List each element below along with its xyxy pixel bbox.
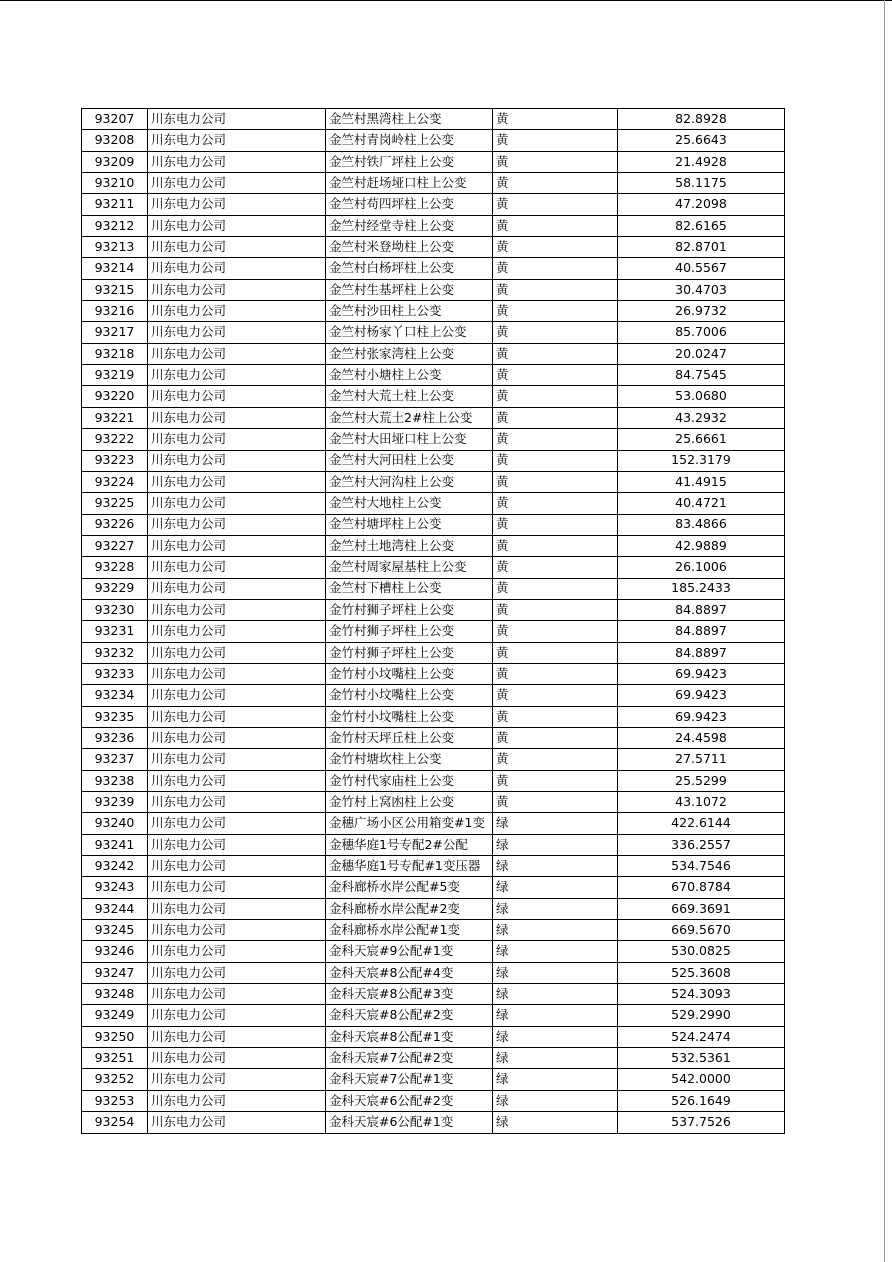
transformer-name-cell: 金竹村狮子坪柱上公变 xyxy=(326,621,493,642)
table-row xyxy=(82,1069,785,1090)
status-color-cell: 黄 xyxy=(493,237,618,258)
company-cell: 川东电力公司 xyxy=(148,898,326,919)
id-cell: 93248 xyxy=(82,984,148,1005)
transformer-name-cell: 金竺村土地湾柱上公变 xyxy=(326,535,493,556)
company-cell: 川东电力公司 xyxy=(148,706,326,727)
value-cell: 525.3608 xyxy=(618,962,785,983)
status-color-cell: 黄 xyxy=(493,343,618,364)
value-cell: 152.3179 xyxy=(618,450,785,471)
transformer-name-cell: 金竹村塘坎柱上公变 xyxy=(326,749,493,770)
transformer-name-cell: 金竺村小塘柱上公变 xyxy=(326,365,493,386)
value-cell: 42.9889 xyxy=(618,535,785,556)
id-cell: 93213 xyxy=(82,237,148,258)
status-color-cell: 黄 xyxy=(493,642,618,663)
table-row xyxy=(82,1090,785,1111)
status-color-cell: 黄 xyxy=(493,194,618,215)
table-row xyxy=(82,365,785,386)
id-cell: 93236 xyxy=(82,727,148,748)
company-cell: 川东电力公司 xyxy=(148,386,326,407)
table-row xyxy=(82,471,785,492)
transformer-name-cell: 金穗华庭1号专配2#公配 xyxy=(326,834,493,855)
company-cell: 川东电力公司 xyxy=(148,920,326,941)
status-color-cell: 黄 xyxy=(493,557,618,578)
transformer-name-cell: 金竺村大荒土柱上公变 xyxy=(326,386,493,407)
status-color-cell: 黄 xyxy=(493,407,618,428)
status-color-cell: 绿 xyxy=(493,984,618,1005)
transformer-name-cell: 金科天宸#9公配#1变 xyxy=(326,941,493,962)
status-color-cell: 黄 xyxy=(493,258,618,279)
company-cell: 川东电力公司 xyxy=(148,215,326,236)
table-row xyxy=(82,237,785,258)
table-row xyxy=(82,130,785,151)
id-cell: 93217 xyxy=(82,322,148,343)
id-cell: 93247 xyxy=(82,962,148,983)
id-cell: 93222 xyxy=(82,429,148,450)
status-color-cell: 黄 xyxy=(493,151,618,172)
transformer-name-cell: 金科廊桥水岸公配#5变 xyxy=(326,877,493,898)
company-cell: 川东电力公司 xyxy=(148,407,326,428)
table-row xyxy=(82,450,785,471)
status-color-cell: 黄 xyxy=(493,685,618,706)
company-cell: 川东电力公司 xyxy=(148,599,326,620)
transformer-name-cell: 金竺村张家湾柱上公变 xyxy=(326,343,493,364)
status-color-cell: 黄 xyxy=(493,578,618,599)
table-row xyxy=(82,301,785,322)
value-cell: 336.2557 xyxy=(618,834,785,855)
status-color-cell: 黄 xyxy=(493,749,618,770)
company-cell: 川东电力公司 xyxy=(148,322,326,343)
table-row xyxy=(82,813,785,834)
company-cell: 川东电力公司 xyxy=(148,663,326,684)
table-row xyxy=(82,727,785,748)
status-color-cell: 黄 xyxy=(493,109,618,130)
table-row xyxy=(82,429,785,450)
value-cell: 524.3093 xyxy=(618,984,785,1005)
status-color-cell: 黄 xyxy=(493,322,618,343)
status-color-cell: 黄 xyxy=(493,279,618,300)
status-color-cell: 黄 xyxy=(493,386,618,407)
value-cell: 534.7546 xyxy=(618,856,785,877)
transformer-name-cell: 金竺村大地柱上公变 xyxy=(326,493,493,514)
id-cell: 93251 xyxy=(82,1048,148,1069)
id-cell: 93221 xyxy=(82,407,148,428)
value-cell: 69.9423 xyxy=(618,706,785,727)
status-color-cell: 黄 xyxy=(493,792,618,813)
company-cell: 川东电力公司 xyxy=(148,514,326,535)
id-cell: 93216 xyxy=(82,301,148,322)
company-cell: 川东电力公司 xyxy=(148,685,326,706)
id-cell: 93235 xyxy=(82,706,148,727)
status-color-cell: 绿 xyxy=(493,877,618,898)
company-cell: 川东电力公司 xyxy=(148,493,326,514)
table-row xyxy=(82,1026,785,1047)
table-row xyxy=(82,941,785,962)
company-cell: 川东电力公司 xyxy=(148,962,326,983)
transformer-name-cell: 金穗广场小区公用箱变#1变 xyxy=(326,813,493,834)
table-row xyxy=(82,770,785,791)
value-cell: 82.8701 xyxy=(618,237,785,258)
id-cell: 93241 xyxy=(82,834,148,855)
status-color-cell: 绿 xyxy=(493,834,618,855)
status-color-cell: 绿 xyxy=(493,813,618,834)
status-color-cell: 黄 xyxy=(493,429,618,450)
value-cell: 84.8897 xyxy=(618,642,785,663)
transformer-name-cell: 金竺村下槽柱上公变 xyxy=(326,578,493,599)
company-cell: 川东电力公司 xyxy=(148,877,326,898)
value-cell: 529.2990 xyxy=(618,1005,785,1026)
id-cell: 93215 xyxy=(82,279,148,300)
company-cell: 川东电力公司 xyxy=(148,279,326,300)
id-cell: 93232 xyxy=(82,642,148,663)
transformer-name-cell: 金科天宸#8公配#3变 xyxy=(326,984,493,1005)
id-cell: 93237 xyxy=(82,749,148,770)
value-cell: 21.4928 xyxy=(618,151,785,172)
id-cell: 93212 xyxy=(82,215,148,236)
table-row xyxy=(82,877,785,898)
id-cell: 93244 xyxy=(82,898,148,919)
table-row xyxy=(82,407,785,428)
id-cell: 93225 xyxy=(82,493,148,514)
id-cell: 93230 xyxy=(82,599,148,620)
id-cell: 93243 xyxy=(82,877,148,898)
id-cell: 93246 xyxy=(82,941,148,962)
value-cell: 84.8897 xyxy=(618,621,785,642)
transformer-name-cell: 金科天宸#6公配#2变 xyxy=(326,1090,493,1111)
company-cell: 川东电力公司 xyxy=(148,813,326,834)
status-color-cell: 黄 xyxy=(493,130,618,151)
company-cell: 川东电力公司 xyxy=(148,1112,326,1133)
id-cell: 93231 xyxy=(82,621,148,642)
transformer-name-cell: 金科天宸#7公配#1变 xyxy=(326,1069,493,1090)
transformer-name-cell: 金科天宸#8公配#2变 xyxy=(326,1005,493,1026)
transformer-name-cell: 金竺村大田垭口柱上公变 xyxy=(326,429,493,450)
company-cell: 川东电力公司 xyxy=(148,130,326,151)
value-cell: 670.8784 xyxy=(618,877,785,898)
company-cell: 川东电力公司 xyxy=(148,258,326,279)
transformer-name-cell: 金竺村周家屋基柱上公变 xyxy=(326,557,493,578)
company-cell: 川东电力公司 xyxy=(148,1090,326,1111)
company-cell: 川东电力公司 xyxy=(148,301,326,322)
transformer-name-cell: 金竺村杨家丫口柱上公变 xyxy=(326,322,493,343)
value-cell: 526.1649 xyxy=(618,1090,785,1111)
transformer-name-cell: 金竺村沙田柱上公变 xyxy=(326,301,493,322)
table-row xyxy=(82,514,785,535)
value-cell: 69.9423 xyxy=(618,685,785,706)
table-row xyxy=(82,173,785,194)
transformer-name-cell: 金科廊桥水岸公配#1变 xyxy=(326,920,493,941)
id-cell: 93233 xyxy=(82,663,148,684)
transformer-name-cell: 金竺村大河田柱上公变 xyxy=(326,450,493,471)
id-cell: 93220 xyxy=(82,386,148,407)
value-cell: 41.4915 xyxy=(618,471,785,492)
company-cell: 川东电力公司 xyxy=(148,429,326,450)
data-table xyxy=(81,108,785,1134)
company-cell: 川东电力公司 xyxy=(148,450,326,471)
value-cell: 669.5670 xyxy=(618,920,785,941)
table-row xyxy=(82,386,785,407)
table-row xyxy=(82,599,785,620)
value-cell: 84.7545 xyxy=(618,365,785,386)
transformer-name-cell: 金竺村米登坳柱上公变 xyxy=(326,237,493,258)
table-row xyxy=(82,151,785,172)
value-cell: 47.2098 xyxy=(618,194,785,215)
table-row xyxy=(82,834,785,855)
company-cell: 川东电力公司 xyxy=(148,642,326,663)
value-cell: 542.0000 xyxy=(618,1069,785,1090)
transformer-name-cell: 金竺村塘坪柱上公变 xyxy=(326,514,493,535)
value-cell: 25.5299 xyxy=(618,770,785,791)
transformer-name-cell: 金竹村小坟嘴柱上公变 xyxy=(326,663,493,684)
value-cell: 53.0680 xyxy=(618,386,785,407)
table-row xyxy=(82,749,785,770)
id-cell: 93250 xyxy=(82,1026,148,1047)
company-cell: 川东电力公司 xyxy=(148,1026,326,1047)
id-cell: 93254 xyxy=(82,1112,148,1133)
value-cell: 43.2932 xyxy=(618,407,785,428)
transformer-name-cell: 金竹村小坟嘴柱上公变 xyxy=(326,706,493,727)
transformer-name-cell: 金竹村上窝凼柱上公变 xyxy=(326,792,493,813)
company-cell: 川东电力公司 xyxy=(148,151,326,172)
status-color-cell: 绿 xyxy=(493,1026,618,1047)
company-cell: 川东电力公司 xyxy=(148,1048,326,1069)
status-color-cell: 黄 xyxy=(493,621,618,642)
company-cell: 川东电力公司 xyxy=(148,1069,326,1090)
value-cell: 84.8897 xyxy=(618,599,785,620)
transformer-name-cell: 金竺村白杨坪柱上公变 xyxy=(326,258,493,279)
table-row xyxy=(82,215,785,236)
id-cell: 93227 xyxy=(82,535,148,556)
transformer-name-cell: 金穗华庭1号专配#1变压器 xyxy=(326,856,493,877)
table-row xyxy=(82,279,785,300)
id-cell: 93242 xyxy=(82,856,148,877)
table-row xyxy=(82,578,785,599)
table-row xyxy=(82,493,785,514)
status-color-cell: 黄 xyxy=(493,365,618,386)
transformer-name-cell: 金竺村苟四坪柱上公变 xyxy=(326,194,493,215)
value-cell: 43.1072 xyxy=(618,792,785,813)
status-color-cell: 绿 xyxy=(493,1005,618,1026)
id-cell: 93224 xyxy=(82,471,148,492)
id-cell: 93210 xyxy=(82,173,148,194)
table-row xyxy=(82,898,785,919)
value-cell: 537.7526 xyxy=(618,1112,785,1133)
table-row xyxy=(82,258,785,279)
status-color-cell: 黄 xyxy=(493,471,618,492)
id-cell: 93214 xyxy=(82,258,148,279)
value-cell: 530.0825 xyxy=(618,941,785,962)
status-color-cell: 绿 xyxy=(493,1112,618,1133)
table-row xyxy=(82,1048,785,1069)
transformer-name-cell: 金竺村生基坪柱上公变 xyxy=(326,279,493,300)
value-cell: 82.8928 xyxy=(618,109,785,130)
table-row xyxy=(82,322,785,343)
value-cell: 83.4866 xyxy=(618,514,785,535)
status-color-cell: 黄 xyxy=(493,770,618,791)
table-row xyxy=(82,920,785,941)
transformer-name-cell: 金竹村天坪丘柱上公变 xyxy=(326,727,493,748)
value-cell: 27.5711 xyxy=(618,749,785,770)
status-color-cell: 黄 xyxy=(493,706,618,727)
status-color-cell: 绿 xyxy=(493,1069,618,1090)
company-cell: 川东电力公司 xyxy=(148,343,326,364)
company-cell: 川东电力公司 xyxy=(148,984,326,1005)
status-color-cell: 黄 xyxy=(493,173,618,194)
company-cell: 川东电力公司 xyxy=(148,834,326,855)
value-cell: 524.2474 xyxy=(618,1026,785,1047)
id-cell: 93209 xyxy=(82,151,148,172)
status-color-cell: 黄 xyxy=(493,599,618,620)
table-row xyxy=(82,856,785,877)
value-cell: 40.4721 xyxy=(618,493,785,514)
status-color-cell: 黄 xyxy=(493,663,618,684)
status-color-cell: 黄 xyxy=(493,727,618,748)
page-right-edge xyxy=(884,0,885,1262)
id-cell: 93240 xyxy=(82,813,148,834)
id-cell: 93249 xyxy=(82,1005,148,1026)
value-cell: 185.2433 xyxy=(618,578,785,599)
status-color-cell: 黄 xyxy=(493,301,618,322)
company-cell: 川东电力公司 xyxy=(148,749,326,770)
table-row xyxy=(82,1005,785,1026)
status-color-cell: 黄 xyxy=(493,450,618,471)
transformer-name-cell: 金竺村赶场垭口柱上公变 xyxy=(326,173,493,194)
id-cell: 93229 xyxy=(82,578,148,599)
table-body xyxy=(82,109,785,1134)
table-row xyxy=(82,343,785,364)
status-color-cell: 绿 xyxy=(493,1090,618,1111)
id-cell: 93226 xyxy=(82,514,148,535)
company-cell: 川东电力公司 xyxy=(148,770,326,791)
company-cell: 川东电力公司 xyxy=(148,194,326,215)
company-cell: 川东电力公司 xyxy=(148,237,326,258)
status-color-cell: 绿 xyxy=(493,941,618,962)
company-cell: 川东电力公司 xyxy=(148,365,326,386)
transformer-name-cell: 金竺村大河沟柱上公变 xyxy=(326,471,493,492)
transformer-name-cell: 金竹村小坟嘴柱上公变 xyxy=(326,685,493,706)
table-row xyxy=(82,109,785,130)
transformer-name-cell: 金竹村狮子坪柱上公变 xyxy=(326,599,493,620)
company-cell: 川东电力公司 xyxy=(148,557,326,578)
company-cell: 川东电力公司 xyxy=(148,173,326,194)
transformer-name-cell: 金科天宸#8公配#1变 xyxy=(326,1026,493,1047)
status-color-cell: 黄 xyxy=(493,493,618,514)
table-row xyxy=(82,706,785,727)
company-cell: 川东电力公司 xyxy=(148,941,326,962)
table-row xyxy=(82,621,785,642)
value-cell: 20.0247 xyxy=(618,343,785,364)
company-cell: 川东电力公司 xyxy=(148,535,326,556)
table-row xyxy=(82,642,785,663)
transformer-name-cell: 金科天宸#7公配#2变 xyxy=(326,1048,493,1069)
id-cell: 93208 xyxy=(82,130,148,151)
company-cell: 川东电力公司 xyxy=(148,1005,326,1026)
value-cell: 422.6144 xyxy=(618,813,785,834)
company-cell: 川东电力公司 xyxy=(148,621,326,642)
value-cell: 26.1006 xyxy=(618,557,785,578)
value-cell: 669.3691 xyxy=(618,898,785,919)
id-cell: 93219 xyxy=(82,365,148,386)
status-color-cell: 绿 xyxy=(493,856,618,877)
table-row xyxy=(82,792,785,813)
transformer-name-cell: 金竺村黑湾柱上公变 xyxy=(326,109,493,130)
company-cell: 川东电力公司 xyxy=(148,578,326,599)
value-cell: 25.6661 xyxy=(618,429,785,450)
table-row xyxy=(82,1112,785,1133)
page-top-rule xyxy=(0,0,892,1)
value-cell: 25.6643 xyxy=(618,130,785,151)
company-cell: 川东电力公司 xyxy=(148,856,326,877)
value-cell: 30.4703 xyxy=(618,279,785,300)
table-row xyxy=(82,557,785,578)
value-cell: 69.9423 xyxy=(618,663,785,684)
status-color-cell: 黄 xyxy=(493,535,618,556)
table-row xyxy=(82,535,785,556)
table-row xyxy=(82,663,785,684)
transformer-name-cell: 金科廊桥水岸公配#2变 xyxy=(326,898,493,919)
id-cell: 93218 xyxy=(82,343,148,364)
value-cell: 532.5361 xyxy=(618,1048,785,1069)
id-cell: 93228 xyxy=(82,557,148,578)
id-cell: 93223 xyxy=(82,450,148,471)
status-color-cell: 绿 xyxy=(493,898,618,919)
table-row xyxy=(82,962,785,983)
transformer-name-cell: 金科天宸#8公配#4变 xyxy=(326,962,493,983)
status-color-cell: 绿 xyxy=(493,962,618,983)
value-cell: 26.9732 xyxy=(618,301,785,322)
transformer-name-cell: 金竺村经堂寺柱上公变 xyxy=(326,215,493,236)
id-cell: 93238 xyxy=(82,770,148,791)
value-cell: 85.7006 xyxy=(618,322,785,343)
table-row xyxy=(82,685,785,706)
id-cell: 93234 xyxy=(82,685,148,706)
id-cell: 93211 xyxy=(82,194,148,215)
id-cell: 93253 xyxy=(82,1090,148,1111)
value-cell: 58.1175 xyxy=(618,173,785,194)
transformer-name-cell: 金竹村狮子坪柱上公变 xyxy=(326,642,493,663)
value-cell: 82.6165 xyxy=(618,215,785,236)
company-cell: 川东电力公司 xyxy=(148,471,326,492)
transformer-name-cell: 金竹村代家庙柱上公变 xyxy=(326,770,493,791)
status-color-cell: 绿 xyxy=(493,920,618,941)
value-cell: 40.5567 xyxy=(618,258,785,279)
id-cell: 93239 xyxy=(82,792,148,813)
status-color-cell: 黄 xyxy=(493,514,618,535)
status-color-cell: 黄 xyxy=(493,215,618,236)
transformer-name-cell: 金竺村青岗岭柱上公变 xyxy=(326,130,493,151)
status-color-cell: 绿 xyxy=(493,1048,618,1069)
id-cell: 93207 xyxy=(82,109,148,130)
company-cell: 川东电力公司 xyxy=(148,727,326,748)
transformer-name-cell: 金竺村大荒土2#柱上公变 xyxy=(326,407,493,428)
table-row xyxy=(82,194,785,215)
company-cell: 川东电力公司 xyxy=(148,109,326,130)
id-cell: 93245 xyxy=(82,920,148,941)
table-row xyxy=(82,984,785,1005)
company-cell: 川东电力公司 xyxy=(148,792,326,813)
id-cell: 93252 xyxy=(82,1069,148,1090)
value-cell: 24.4598 xyxy=(618,727,785,748)
transformer-name-cell: 金竺村铁厂坪柱上公变 xyxy=(326,151,493,172)
transformer-name-cell: 金科天宸#6公配#1变 xyxy=(326,1112,493,1133)
